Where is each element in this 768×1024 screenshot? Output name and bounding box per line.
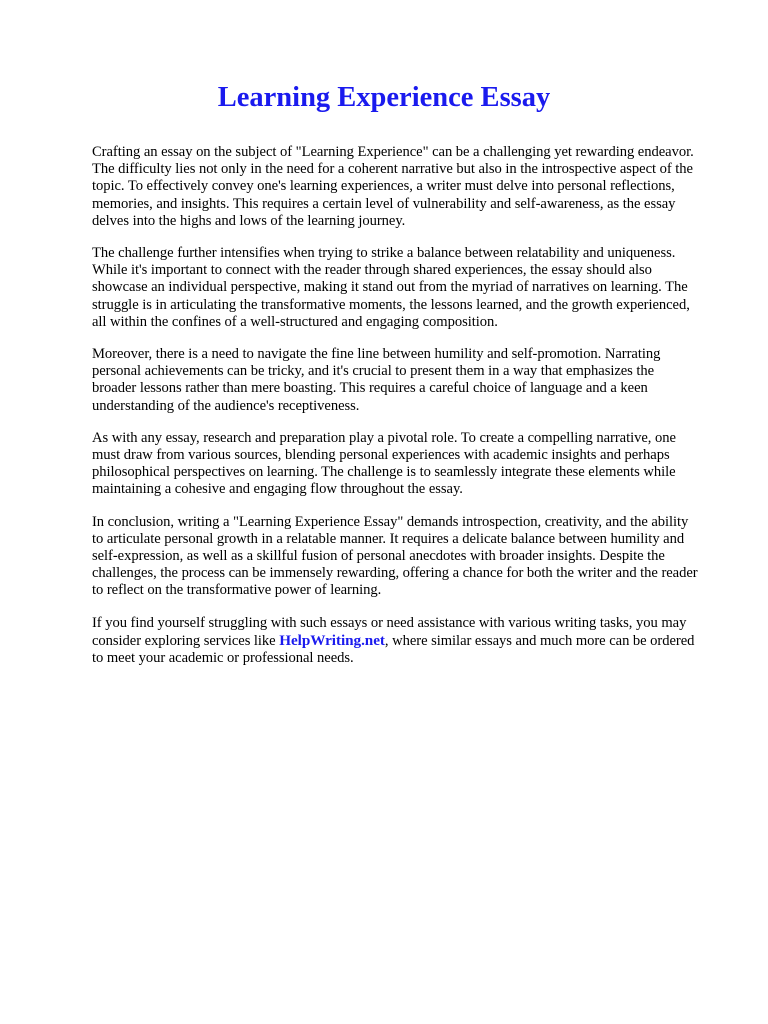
paragraph-3: Moreover, there is a need to navigate the fine line between humility and self-promotion. Narrating personal achievements can be tricky, and it's crucial to present them in a way that emphasizes the broader lessons rather than mere boasting. This requires a careful choice of language and a keen understanding of the audience's receptiveness. [92, 346, 661, 414]
paragraph-4: As with any essay, research and preparation play a pivotal role. To create a compelling narrative, one must draw from various sources, blending personal experiences with academic insights and perhaps philosophical perspectives on learning. The challenge is to seamlessly integrate these elements while maintaining a cohesive and engaging flow throughout the essay. [92, 429, 676, 498]
paragraph-5: In conclusion, writing a "Learning Experience Essay" demands introspection, creativity, and the ability to articulate personal growth in a relatable manner. It requires a delicate balance between humility and self-expression, as well as a skillful fusion of personal anecdotes with broader insights. Despite the challenges, the process can be immensely rewarding, offering a chance for both the writer and the reader to reflect on the transformative power of learning. [92, 513, 698, 599]
closing-text-before-link: If you find yourself struggling with such essays or need assistance with various writing tasks, you may consider exploring services like [92, 614, 687, 649]
document-body [92, 144, 698, 667]
closing-text-after-link: , where similar essays and much more can be ordered to meet your academic or professional needs. [92, 632, 695, 667]
paragraph-2: The challenge further intensifies when trying to strike a balance between relatability and uniqueness. While it's important to connect with the reader through shared experiences, the essay should also showcase an individual perspective, making it stand out from the myriad of narratives on learning. The struggle is in articulating the transformative moments, the lessons learned, and the growth experienced, all within the confines of a well-structured and engaging composition. [92, 245, 690, 330]
document-title: Learning Experience Essay [217, 82, 551, 113]
paragraph-1: Crafting an essay on the subject of "Learning Experience" can be a challenging yet rewarding endeavor. The difficulty lies not only in the need for a coherent narrative but also in the introspective aspect of the topic. To effectively convey one's learning experiences, a writer must delve into personal reflections, memories, and insights. This requires a certain level of vulnerability and self-awareness, as the essay delves into the highs and lows of the learning journey. [92, 144, 694, 229]
helpwriting-link[interactable]: HelpWriting.net [279, 631, 385, 649]
closing-paragraph [92, 615, 698, 668]
